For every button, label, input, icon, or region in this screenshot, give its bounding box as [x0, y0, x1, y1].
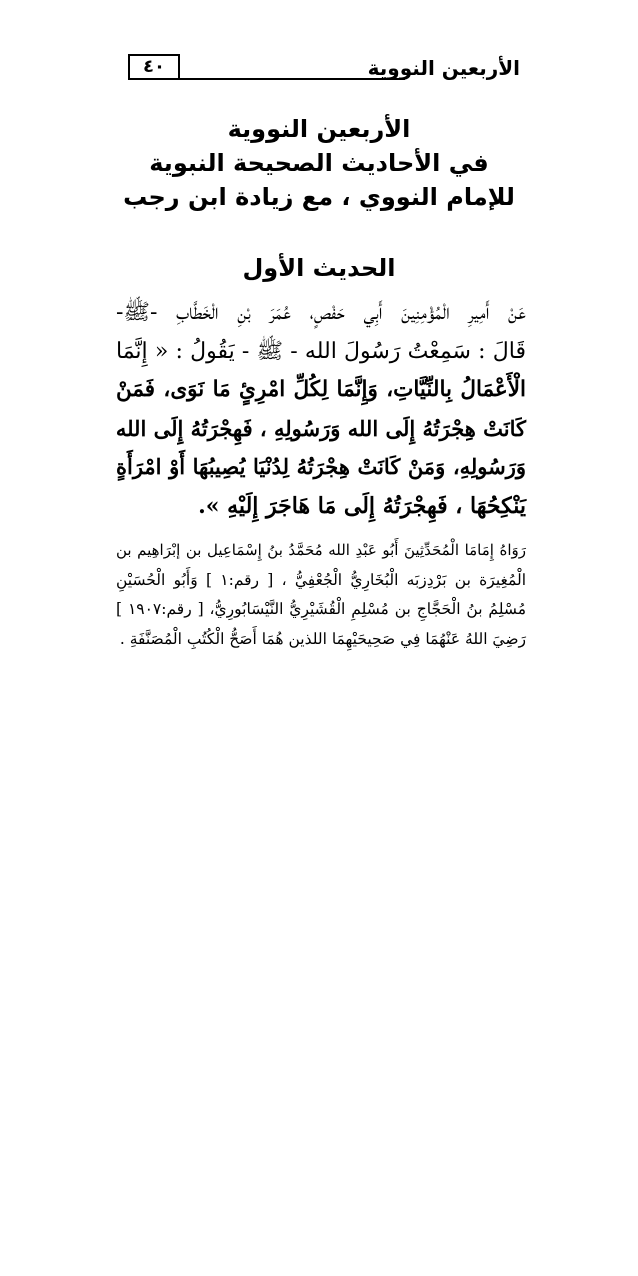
hadith-line: يَنْكِحُهَا ، فَهِجْرَتُهُ إِلَى مَا هَاجَرَ إِلَيْهِ ».	[198, 492, 526, 519]
hadith-line: وَرَسُولِهِ، وَمَنْ كَانَتْ هِجْرَتُهُ لِدُنْيَا يُصِيبُهَا أَوْ امْرَأَةٍ	[116, 454, 526, 480]
hadith-line: كَانَتْ هِجْرَتُهُ إِلَى الله وَرَسُولِهِ ، فَهِجْرَتُهُ إِلَى الله	[115, 415, 526, 441]
book-author-line: للإمام النووي ، مع زيادة ابن رجب	[123, 183, 515, 211]
hadith-heading: الحديث الأول	[242, 254, 396, 282]
hadith-line: الْأَعْمَالُ بِالنِّيَّاتِ، وَإِنَّمَا لِكُلِّ امْرِئٍ مَا نَوَى، فَمَنْ	[116, 377, 526, 403]
narration-line: الْمُغِيرَة بن بَرْدِزبَه الْبُخَارِيُّ الْجُعْفِيُّ ، [ رقم:١ ] وَأَبُو الْحُسَيْنِ	[116, 570, 526, 589]
hadith-line: عَنْ أَمِيرِ الْمُؤْمِنِينَ أَبِي حَفْصٍ، عُمَرَ بْنِ الْخَطَّابِ -ﷺ-	[116, 300, 526, 325]
narration-line: رَوَاهُ إِمَامَا الْمُحَدِّثِينَ أَبُو عَبْدِ الله مُحَمَّدُ بنُ إِسْمَاعِيل بن إبْرَاهِيم بن	[116, 541, 526, 559]
narration-line: رَضِيَ اللهُ عَنْهُمَا فِي صَحِيحَيْهِمَا اللذين هُمَا أَصَحُّ الْكُتُبِ الْمُصَنَّفَةِ .	[119, 629, 526, 648]
book-subtitle: في الأحاديث الصحيحة النبوية	[149, 149, 489, 177]
narration-note	[116, 536, 526, 654]
page-number: ٤٠	[128, 54, 180, 80]
running-header	[120, 54, 520, 86]
book-title: الأربعين النووية	[227, 115, 411, 143]
book-title-block	[80, 112, 558, 214]
narration-line: مُسْلِمُ بنُ الْحَجَّاجِ بن مُسْلِمِ الْقُشَيْرِيُّ النَّيْسَابُورِيُّ، [ رقم:١٩٠٧ ]	[116, 600, 526, 618]
header-rule	[180, 78, 405, 80]
running-title: الأربعين النووية	[367, 56, 520, 80]
hadith-text	[116, 294, 526, 526]
hadith-line: قَالَ : سَمِعْتُ رَسُولَ الله - ﷺ - يَقُولُ : « إِنَّمَا	[116, 338, 526, 364]
